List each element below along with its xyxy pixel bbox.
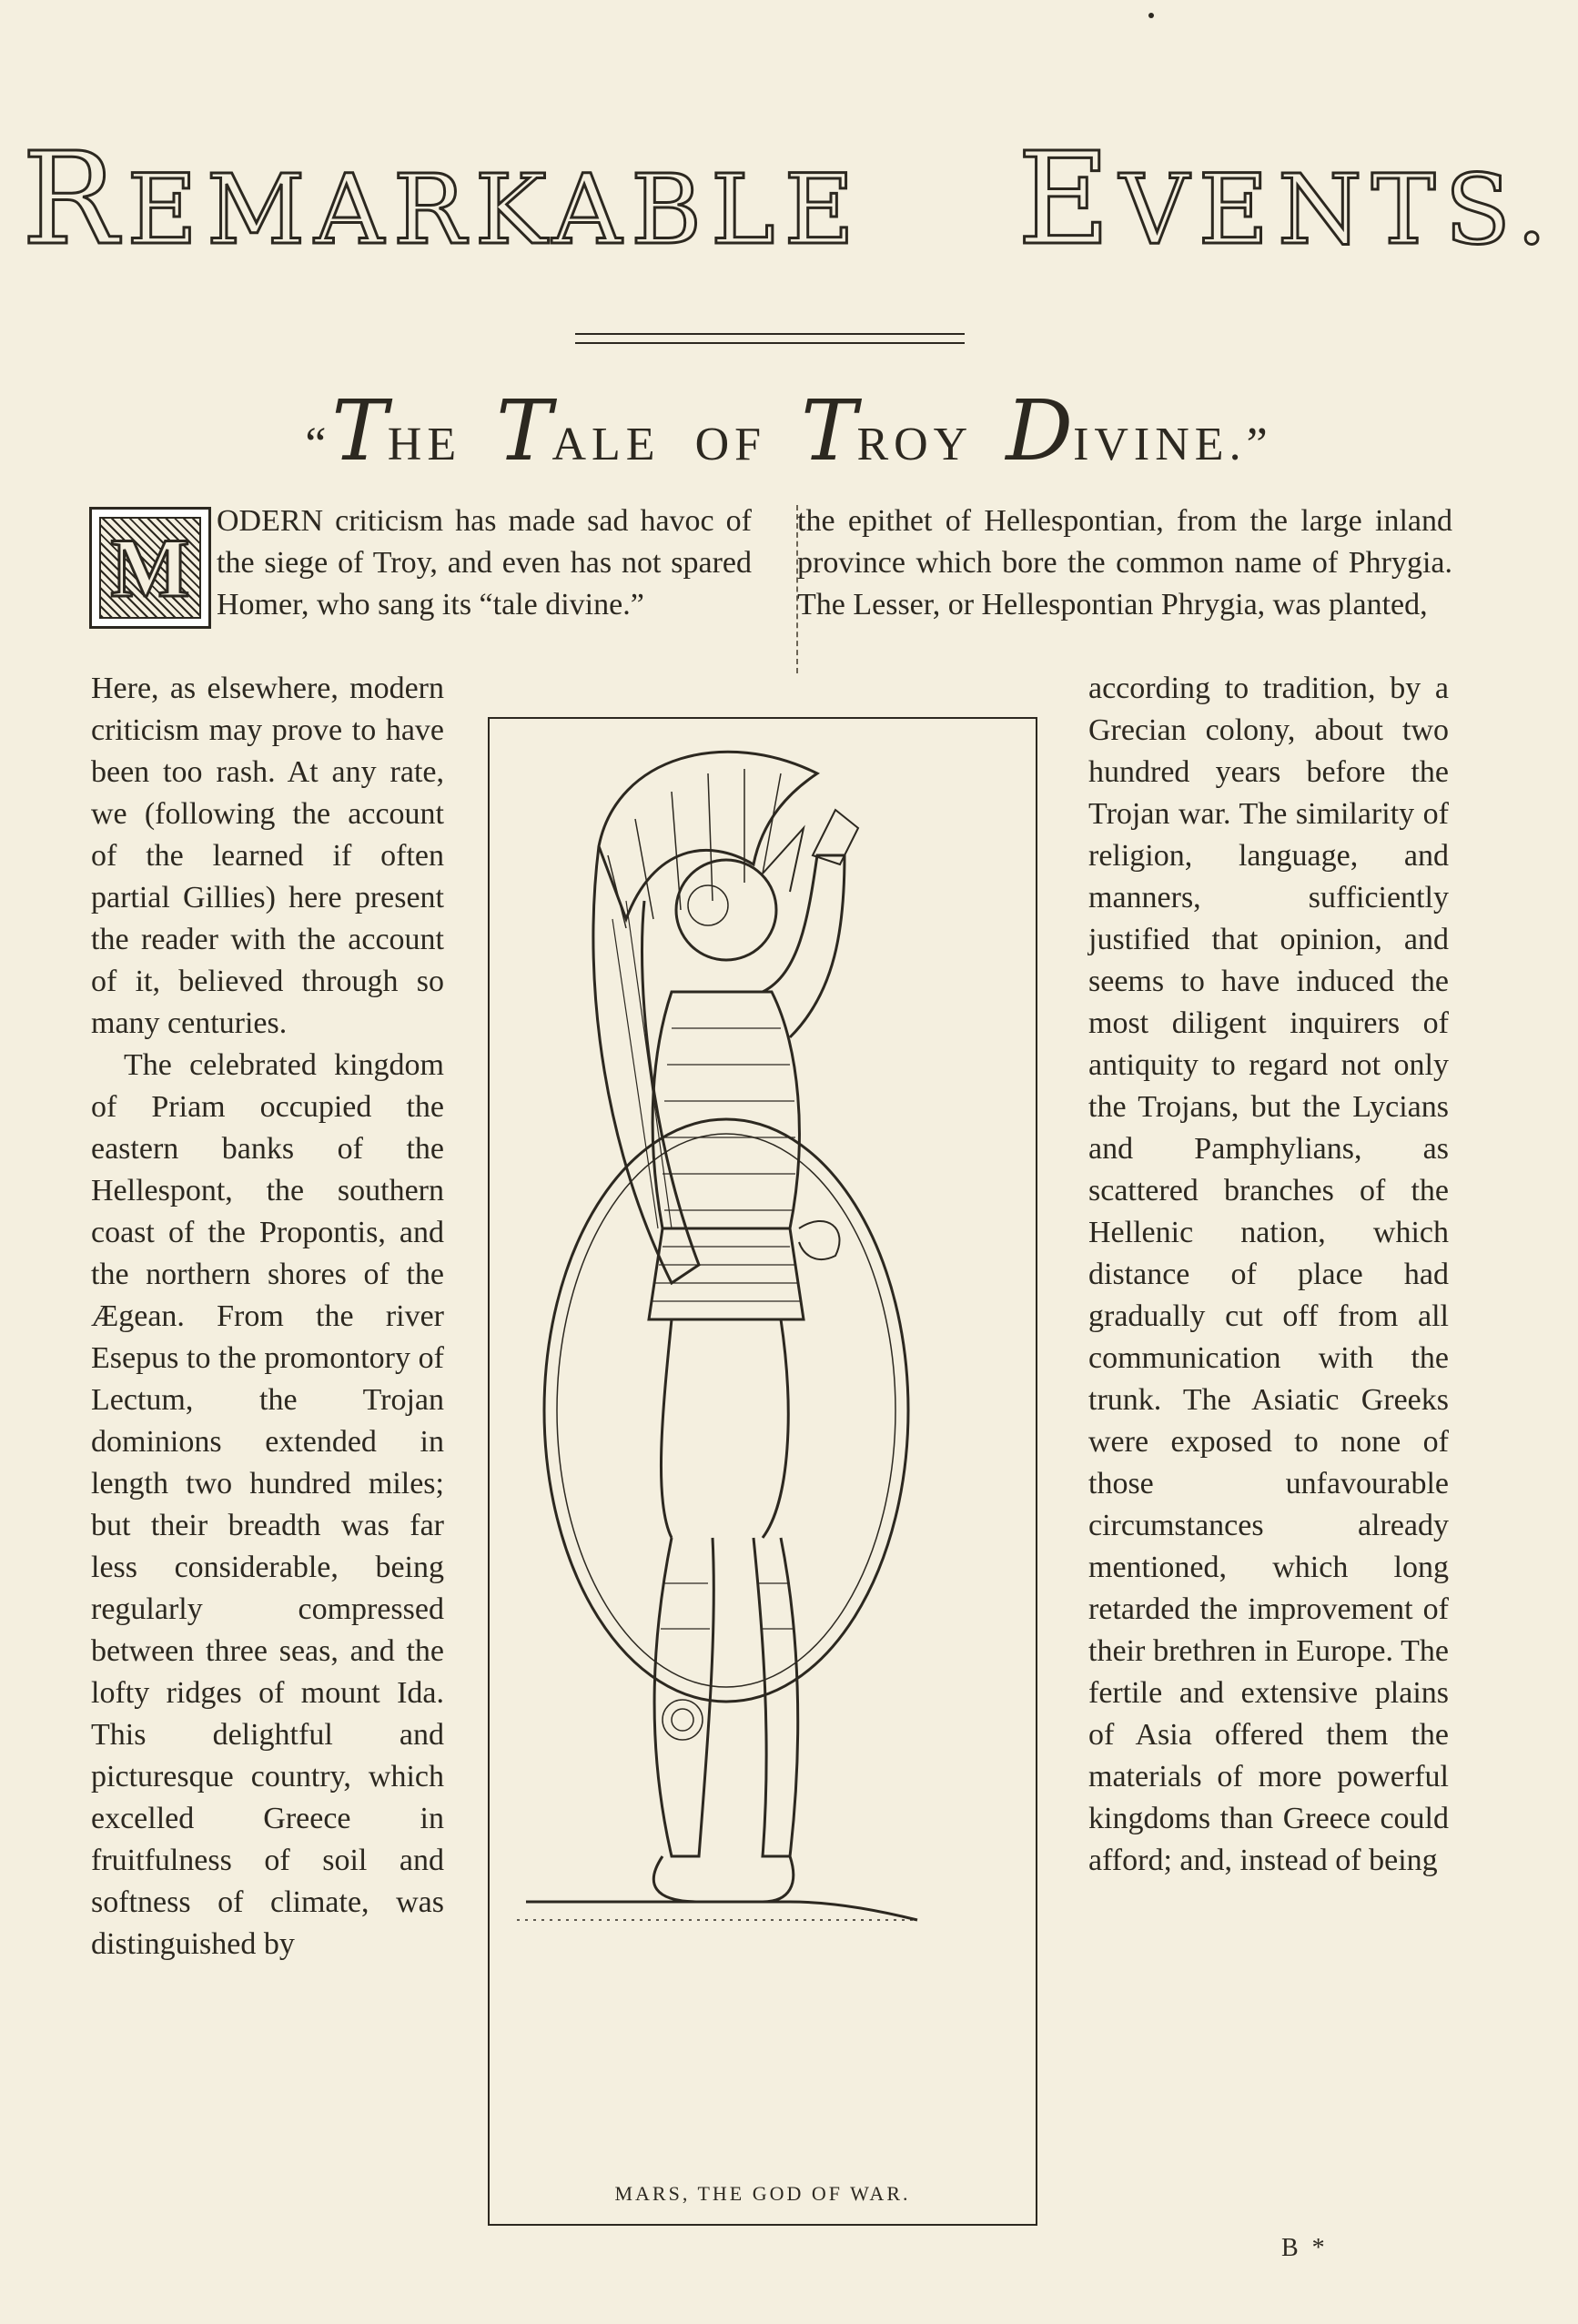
drop-cap — [89, 507, 211, 629]
section-word-4: ROY — [856, 419, 972, 470]
section-word-5: IVINE. — [1073, 419, 1247, 470]
section-cap-4: D — [1006, 382, 1074, 480]
ground-line — [526, 1902, 917, 1920]
right-column: according to tradition, by a Grecian colony, about two hundred years before the Trojan war. The similarity of religion, language, and manners, sufficiently justified that opinion, and seems to have induced the most diligent inquirers of antiquity to regard not only the Trojans, but the Lycians and Pamphylians, as scattered branches of the Hellenic nation, which distance of place had gradually cut off from all communication with the trunk. The Asiatic Greeks were exposed to none of those unfavourable circumstances already mentioned, which long retarded the improvement of their brethren in Europe. The fertile and extensive plains of Asia offered them the materials of more powerful kingdoms than Greece could afford; and, instead of being — [1088, 672, 1449, 1877]
thighs — [661, 1319, 788, 1538]
armor-skirt — [649, 1228, 804, 1319]
shield-outline — [544, 1119, 908, 1702]
raised-arm — [763, 855, 845, 1037]
section-cap-2: T — [496, 382, 552, 480]
intro-paragraph: ODERN criticism has made sad havoc of the siege of Troy, and even has not spared Homer, who sang its “tale divine.” — [217, 504, 752, 621]
page-mark — [1148, 13, 1154, 18]
close-quote: ” — [1246, 419, 1273, 470]
feet — [653, 1856, 793, 1902]
title-rule-bottom — [575, 342, 965, 344]
section-word-1: HE — [387, 419, 462, 470]
section-cap-1: T — [331, 382, 388, 480]
page-title — [0, 126, 1578, 274]
title-rest-2: VENTS. — [1119, 154, 1556, 266]
title-initial-1: R — [22, 126, 127, 274]
figure-box — [488, 717, 1037, 2226]
section-title — [0, 382, 1578, 480]
title-rule-top — [575, 333, 965, 335]
open-quote: “ — [305, 419, 332, 470]
head — [676, 860, 776, 960]
left-column — [91, 668, 444, 1965]
right-top-paragraph: the epithet of Hellespontian, from the large inland province which bore the common name of Phrygia. The Lesser, or Hellespontian Phrygia, was planted, — [797, 504, 1452, 621]
title-initial-2: E — [1017, 126, 1120, 274]
section-cap-3: T — [801, 382, 857, 480]
figure-caption: MARS, THE GOD OF WAR. — [614, 2182, 911, 2205]
left-paragraph-1: Here, as elsewhere, modern criticism may prove to have been too rash. At any rate, we (following the account of the learned if often partial Gillies) here present the reader with the account of it, believed through so many centuries. — [91, 672, 444, 1040]
left-paragraph-2: The celebrated kingdom of Priam occupied the eastern banks of the Hellespont, the southern coast of the Propontis, and the northern shores of the Ægean. From the river Esepus to the promontory of Lectum, the Trojan dominions extended in length two hundred miles; but their breadth was far less considerable, being regularly compressed between three seas, and the lofty ridges of mount Ida. This delightful and picturesque country, which excelled Greece in fruitfulness of soil and softness of climate, was distinguished by — [91, 1048, 444, 1961]
mars-illustration — [490, 719, 1039, 2228]
signature-mark: B * — [1281, 2234, 1329, 2262]
section-word-2: ALE — [551, 419, 661, 470]
drop-cap-letter: M — [99, 517, 201, 619]
greave-left — [654, 1538, 713, 1856]
section-word-3: OF — [694, 419, 767, 470]
title-rest-1: EMARKABLE — [126, 154, 864, 266]
